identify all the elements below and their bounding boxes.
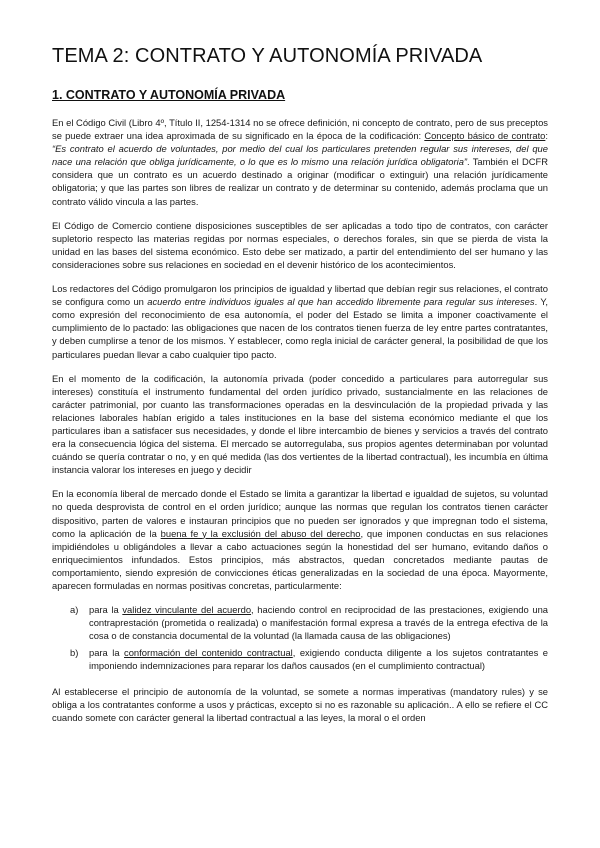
list-item-underlined: validez vinculante del acuerdo: [122, 604, 252, 616]
paragraph-5-text-c: , que imponen conductas en sus relaciones impidiéndoles u obligándoles a llevar a cabo actuaciones según la honestidad del ser humano, evitando daños o enriquecimientos infundados. Estos principios, más abstractos, quedan concretados mediante pautas de comportamiento, siendo expresión de convicciones éticas generalizadas en la sociedad de una época. Mayormente, aparecen formuladas en normas positivas concretas, particularmente:: [52, 527, 548, 591]
document-title: TEMA 2: CONTRATO Y AUTONOMÍA PRIVADA: [52, 45, 483, 67]
paragraph-1-text-c: :: [545, 130, 548, 142]
list-item: [52, 646, 548, 672]
paragraph-5: [52, 487, 548, 592]
list-item-text-a: para la: [89, 647, 125, 659]
list-marker: a): [70, 604, 79, 616]
list-item: [52, 603, 548, 642]
paragraph-3-text-c: . Y, como expresión del reconocimiento de esa autonomía, el poder del Estado se limita a imponer coactivamente el cumplimiento de lo pactado: las obligaciones que nacen de los contratos tienen fuerza de ley entre partes contratantes, y deben cumplirse a tenor de los mismos. Y establecer, como regla inicial de carácter general, la posibilidad de que los particulares puedan llevar a cabo cualquier tipo pacto.: [52, 296, 548, 360]
good-faith-phrase: buena fe y la exclusión del abuso del derecho: [160, 527, 361, 539]
paragraph-1: [52, 116, 548, 208]
paragraph-3: [52, 282, 548, 361]
concept-label: Concepto básico de contrato: [424, 130, 546, 142]
paragraph-6: Al establecerse el principio de autonomía de la voluntad, se somete a normas imperativas (mandatory rules) y se obliga a los contratantes conforme a usos y prácticas, excepto si no es razonable su aplicación.. A ello se refiere el CC cuando somete con carácter general la libertad contractual a las leyes, la moral o el orden: [52, 685, 548, 723]
paragraph-3-emphasis: acuerdo entre individuos iguales al que han accedido libremente para regular sus intereses: [147, 296, 535, 308]
list-marker: b): [70, 647, 79, 659]
paragraph-4: En el momento de la codificación, la autonomía privada (poder concedido a particulares para autorregular sus intereses) constituía el instrumento fundamental del orden jurídico privado, sustancialmente en las relaciones de carácter patrimonial, por cuanto las transformaciones operadas en la desvinculación de la propiedad privada y las relaciones laborales habían erigido a tales instituciones en la base del sistema económico mediante el que los particulares iban a satisfacer sus necesidades, y donde el libre intercambio de bienes y servicios a través del contrato era la consecuencia lógica del sistema. El mercado se autorregulaba, sus propios agentes determinaban por voluntad cuándo se quería contratar o no, y en qué medida (las dos vertientes de la libertad contractual), les incumbía en última instancia valorar los intereses en juego y decidir: [52, 372, 548, 476]
contract-definition-quote: “Es contrato el acuerdo de voluntades, por medio del cual los particulares pretenden regular sus intereses, del que nace una relación que obliga jurídicamente, o lo que es lo mismo una relación jurídica obligatoria”: [52, 143, 548, 168]
list-item-text-a: para la: [89, 604, 123, 616]
paragraph-5-text-a: En la economía liberal de mercado donde el Estado se limita a garantizar la libertad e igualdad de sujetos, su voluntad no queda desprovista de control en el orden jurídico; aunque las normas que regulan los contratos tienen carácter dispositivo, parten de valores e instauran principios que no pueden ser ignorados y que impregnan todo el sistema, como la aplicación de la: [52, 488, 548, 539]
paragraph-1-text-a: En el Código Civil (Libro 4º, Título II, 1254-1314 no se ofrece definición, ni concepto de contrato, pero de sus preceptos se puede extraer una idea aproximada de su significado en la época de la codificación:: [52, 117, 548, 142]
list-item-text-c: , haciendo control en reciprocidad de las prestaciones, exigiendo una contraprestación (prometida o realizada) o manifestación formal expresa a través de la entrega efectiva de la cosa o de constancia documental de la voluntad (la llamada causa de las obligaciones): [89, 604, 549, 642]
list-item-underlined: conformación del contenido contractual: [124, 647, 293, 659]
section-heading: 1. CONTRATO Y AUTONOMÍA PRIVADA: [52, 88, 286, 102]
list-item-text-c: , exigiendo conducta diligente a los sujetos contratantes e imponiendo indemnizaciones para reparar los daños causados (en el cumplimiento contractual): [89, 647, 548, 672]
paragraph-1-text-e: . También el DCFR considera que un contrato es un acuerdo destinado a originar (modificar o extinguir) una relación jurídicamente obligatoria; y que las partes son libres de realizar un contrato y de determinar su contenido, además proclama que un contrato válido vincula a las partes.: [52, 156, 548, 207]
paragraph-2: El Código de Comercio contiene disposiciones susceptibles de ser aplicadas a todo tipo de contratos, con carácter supletorio respecto las materias regidas por normas especiales, o derechos forales, sin que se pierda de vista la unidad en las bases del sistema económico. Esto debe ser matizado, a partir del entendimiento del ser humano y las consideraciones sobre sus relaciones en sociedad en el devenir histórico de los acontecimientos.: [52, 219, 548, 270]
norms-list: [52, 603, 548, 672]
paragraph-3-text-a: Los redactores del Código promulgaron los principios de igualdad y libertad que debían regir sus relaciones, el contrato se configura como un: [52, 283, 548, 308]
